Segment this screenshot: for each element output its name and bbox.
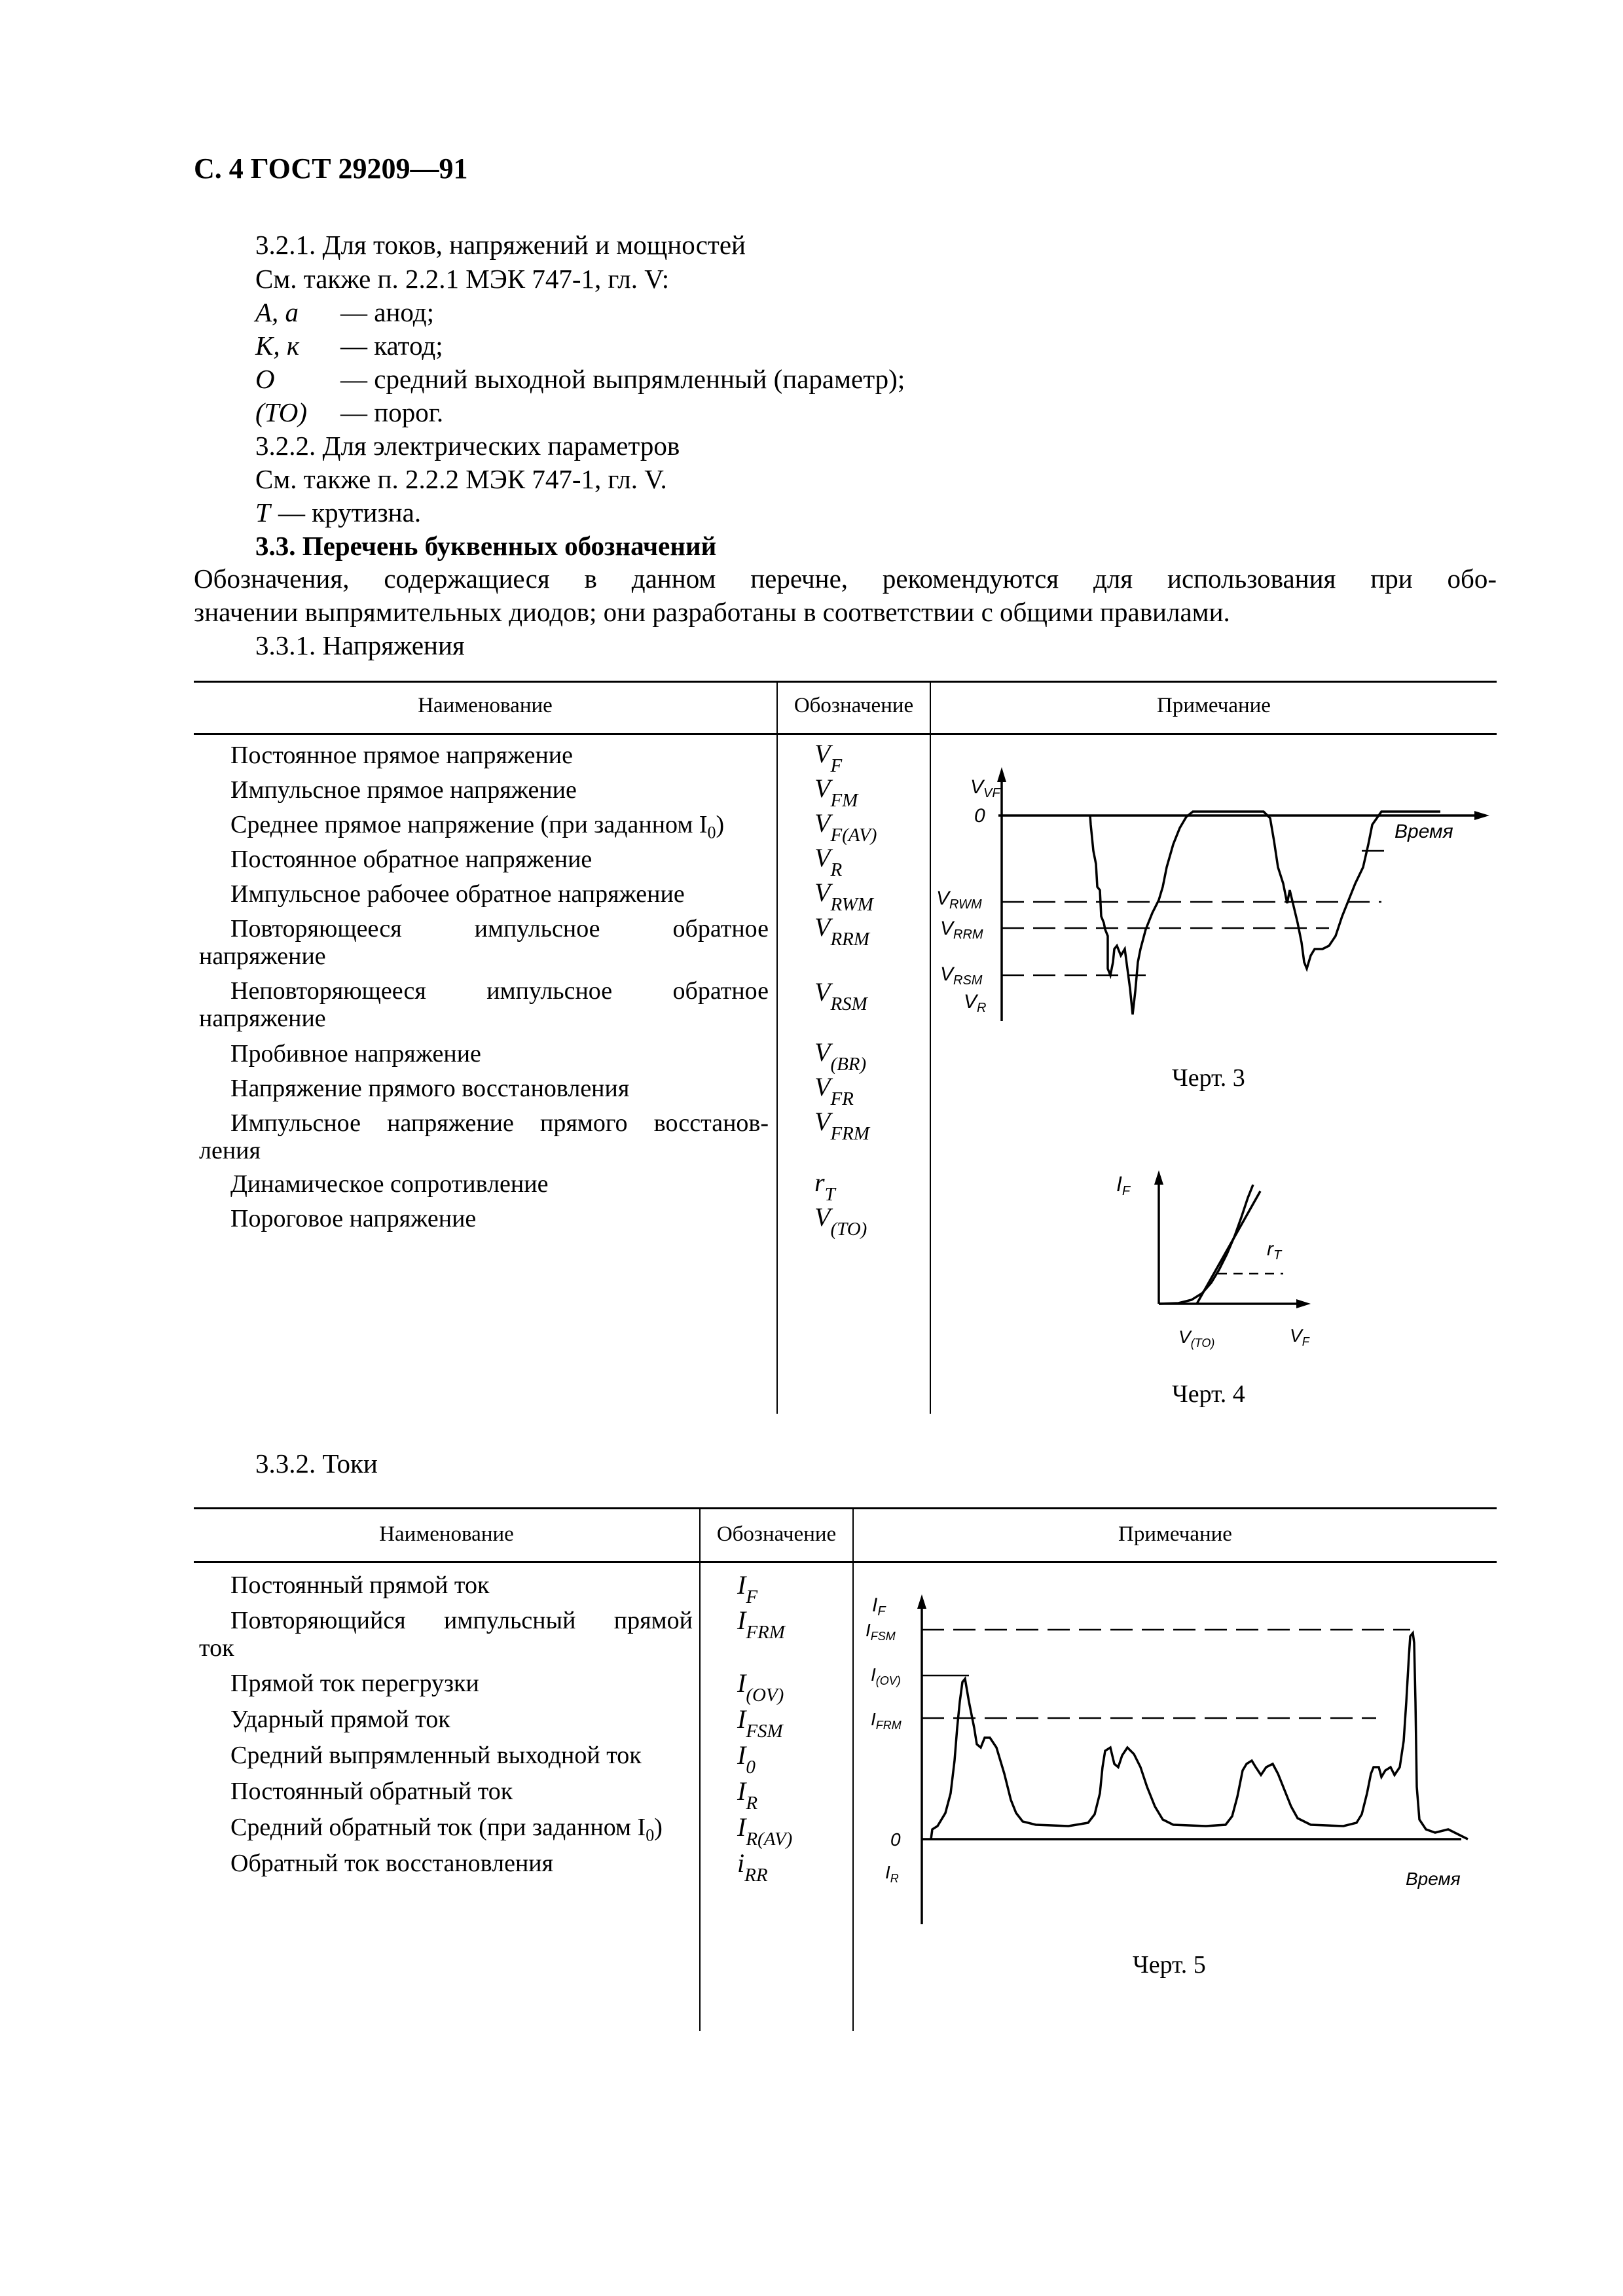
- current-row-symbol: $I_R$: [737, 1776, 758, 1814]
- def-text-anode: — анод;: [340, 297, 434, 327]
- figure-3-voltage-waveform: [936, 753, 1493, 1041]
- clause-3-2-1-title: 3.2.1. Для токов, напряжений и мощностей: [255, 230, 746, 260]
- fig5-zero-label: 0: [890, 1829, 901, 1850]
- fig3-vr-label: $V_R$: [964, 991, 987, 1015]
- voltage-row-name: Импульсное рабочее обратное напряжение: [230, 880, 685, 908]
- clause-3-3-text-line1: Обозначения, содержащиеся в данном перечне, рекомендуются для использования при обо-: [194, 564, 1497, 594]
- fig4-tangent-line: [1197, 1191, 1260, 1304]
- voltage-row-name: Динамическое сопротивление: [230, 1170, 549, 1198]
- fig3-time-label: Время: [1395, 821, 1453, 842]
- current-row-symbol: $I_0$: [737, 1740, 756, 1778]
- def-symbol-cathode: K, к: [255, 331, 300, 361]
- def-text-cathode: — катод;: [340, 331, 443, 361]
- voltage-row-name: Импульсное напряжение прямого восстанов-: [230, 1109, 769, 1137]
- current-row-name: Ударный прямой ток: [230, 1706, 450, 1733]
- voltage-row-symbol: $V_{RSM}$: [814, 977, 867, 1014]
- voltage-row-name: Неповторяющееся импульсное обратное: [230, 977, 769, 1005]
- fig3-zero-label: 0: [974, 805, 985, 827]
- def-text-threshold: — порог.: [340, 397, 444, 427]
- current-row-name: Обратный ток восстановления: [230, 1850, 554, 1877]
- voltage-row-name: Среднее прямое напряжение (при заданном $I_0$): [230, 811, 725, 842]
- table1-top-rule: [194, 681, 1497, 683]
- fig5-current-curve: [931, 1633, 1468, 1839]
- fig5-ir-label: $I_R$: [885, 1862, 899, 1885]
- fig4-rt-label: $r_T$: [1267, 1238, 1282, 1263]
- def-text-slope: — крутизна.: [278, 497, 422, 528]
- table2-col-divider-1: [699, 1507, 701, 2031]
- fig3-y-arrow: [997, 767, 1006, 782]
- clause-3-2-2-title: 3.2.2. Для электрических параметров: [255, 431, 680, 461]
- fig5-ifrm-label: $I_{FRM}$: [871, 1709, 902, 1732]
- figure-5-caption: Черт. 5: [1133, 1951, 1206, 1979]
- figure-5-current-waveform: [859, 1571, 1487, 1937]
- clause-3-3-text-line2: значении выпрямительных диодов; они разработаны в соответствии с общими правилами.: [194, 597, 1230, 627]
- table2-top-rule: [194, 1507, 1497, 1509]
- fig5-ifsm-label: $I_{FSM}$: [866, 1620, 896, 1643]
- clause-3-3-1-title: 3.3.1. Напряжения: [255, 630, 465, 660]
- table1-header-name: Наименование: [418, 694, 553, 717]
- current-row-symbol: $I_{FRM}$: [737, 1605, 785, 1643]
- current-row-name: Средний выпрямленный выходной ток: [230, 1742, 642, 1769]
- fig3-vf-label: $V_{VF}$: [970, 776, 1000, 800]
- fig3-x-arrow: [1474, 811, 1489, 820]
- table1-header-rule: [194, 733, 1497, 735]
- clause-3-3-title: 3.3. Перечень буквенных обозначений: [255, 531, 717, 561]
- table2-header-name: Наименование: [379, 1522, 514, 1546]
- voltage-row-name: Пороговое напряжение: [230, 1205, 477, 1232]
- fig3-vrrm-label: $V_{RRM}$: [940, 918, 983, 942]
- current-row-symbol: $i_{RR}$: [737, 1848, 768, 1886]
- current-row-symbol: $I_{FSM}$: [737, 1704, 783, 1742]
- voltage-row-name-cont: ления: [199, 1137, 261, 1164]
- figure-3-caption: Черт. 3: [1172, 1064, 1245, 1092]
- voltage-row-name: Импульсное прямое напряжение: [230, 776, 577, 804]
- current-row-name: Прямой ток перегрузки: [230, 1670, 479, 1697]
- current-row-symbol: $I_{(OV)}$: [737, 1668, 784, 1706]
- def-text-output: — средний выходной выпрямленный (параметр);: [340, 364, 905, 394]
- voltage-row-symbol: $V_R$: [814, 843, 843, 880]
- voltage-row-symbol: $V_{FM}$: [814, 774, 858, 811]
- fig4-vf-label: $V_F$: [1290, 1325, 1309, 1348]
- fig3-voltage-curve: [1090, 812, 1440, 1014]
- clause-3-2-1-see: См. также п. 2.2.1 МЭК 747-1, гл. V:: [255, 264, 670, 294]
- voltage-row-symbol: $V_{RRM}$: [814, 912, 870, 950]
- def-symbol-output: O: [255, 364, 275, 394]
- table1-header-symbol: Обозначение: [793, 694, 914, 717]
- fig5-if-label: $I_F$: [872, 1594, 886, 1619]
- fig3-vrwm-label: $V_{RWM}$: [936, 888, 982, 912]
- def-symbol-threshold: (TO): [255, 397, 307, 427]
- current-row-symbol: $I_{R(AV)}$: [737, 1812, 793, 1850]
- current-row-name-cont: ток: [199, 1634, 234, 1662]
- table2-header-rule: [194, 1561, 1497, 1563]
- fig5-time-label: Время: [1406, 1869, 1461, 1889]
- table1-col-divider-1: [776, 681, 778, 1414]
- current-row-name: Повторяющийся импульсный прямой: [230, 1607, 693, 1634]
- table1-col-divider-2: [930, 681, 931, 1414]
- clause-3-3-2-title: 3.3.2. Токи: [255, 1448, 378, 1479]
- voltage-row-name-cont: напряжение: [199, 1005, 326, 1032]
- voltage-row-symbol: $V_{RWM}$: [814, 878, 873, 915]
- voltage-row-symbol: $V_{(BR)}$: [814, 1037, 867, 1075]
- voltage-row-name: Пробивное напряжение: [230, 1040, 481, 1067]
- figure-4-forward-characteristic: [1080, 1152, 1342, 1355]
- fig3-vrsm-label: $V_{RSM}$: [940, 963, 983, 988]
- clause-3-2-2-see: См. также п. 2.2.2 МЭК 747-1, гл. V.: [255, 464, 667, 494]
- def-symbol-slope: T: [255, 497, 270, 528]
- table2-header-note: Примечание: [1118, 1522, 1232, 1546]
- fig5-iov-label: $I_{(OV)}$: [871, 1664, 901, 1687]
- current-row-name: Постоянный обратный ток: [230, 1778, 513, 1805]
- voltage-row-name-cont: напряжение: [199, 942, 326, 970]
- table1-header-note: Примечание: [1157, 694, 1271, 717]
- fig4-vto-label: $V_{(TO)}$: [1178, 1327, 1215, 1350]
- page-header: С. 4 ГОСТ 29209—91: [194, 152, 468, 185]
- voltage-row-name: Постоянное прямое напряжение: [230, 742, 573, 769]
- table2-header-symbol: Обозначение: [716, 1522, 837, 1546]
- voltage-row-symbol: $V_{FRM}$: [814, 1107, 870, 1144]
- fig4-if-label: IF: [1116, 1172, 1131, 1198]
- voltage-row-symbol: $V_F$: [814, 739, 843, 776]
- voltage-row-symbol: $V_{(TO)}$: [814, 1202, 867, 1240]
- current-row-name: Средний обратный ток (при заданном $I_0$): [230, 1814, 663, 1845]
- voltage-row-name: Напряжение прямого восстановления: [230, 1075, 630, 1102]
- voltage-row-name: Повторяющееся импульсное обратное: [230, 915, 769, 942]
- voltage-row-name: Постоянное обратное напряжение: [230, 846, 593, 873]
- figure-4-caption: Черт. 4: [1172, 1380, 1245, 1408]
- voltage-row-symbol: $V_{FR}$: [814, 1072, 854, 1109]
- current-row-name: Постоянный прямой ток: [230, 1571, 490, 1599]
- voltage-row-symbol: $V_{F(AV)}$: [814, 808, 877, 846]
- current-row-symbol: $I_F$: [737, 1570, 758, 1607]
- voltage-row-symbol: $r_T$: [814, 1168, 835, 1205]
- def-symbol-anode: A, a: [255, 297, 299, 327]
- table2-col-divider-2: [852, 1507, 854, 2031]
